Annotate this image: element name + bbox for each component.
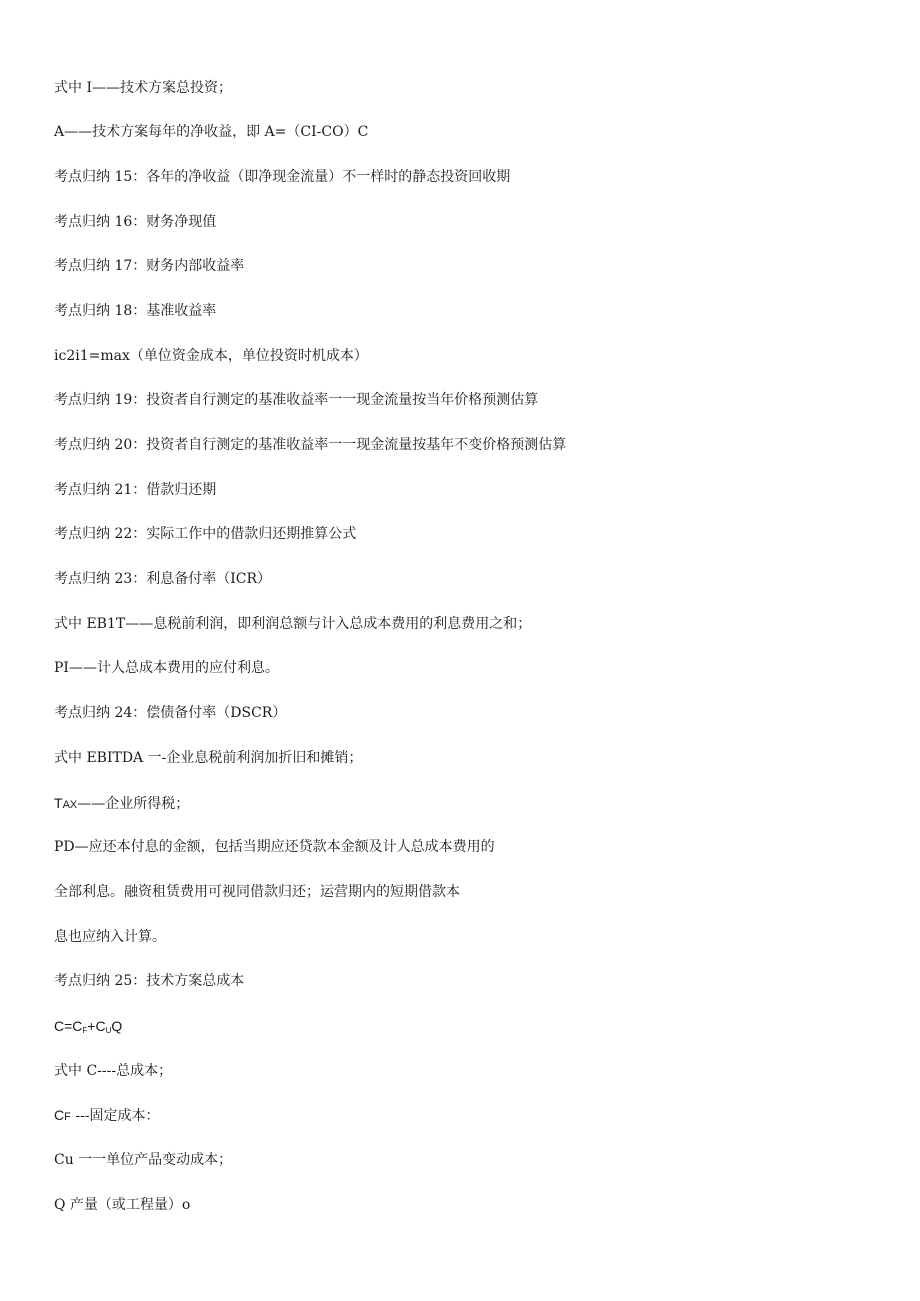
text-line: 式中 EBITDA 一-企业息税前利润加折旧和摊销； — [54, 750, 363, 766]
fixed-cost-description: ---固定成本： — [75, 1108, 160, 1124]
tax-line — [54, 793, 189, 815]
text-line: 考点归纳 21：借款归还期 — [54, 482, 217, 498]
text-line: 考点归纳 19：投资者自行测定的基准收益率一一现金流量按当年价格预测估算 — [54, 392, 539, 408]
text-line: 考点归纳 22：实际工作中的借款归还期推算公式 — [54, 526, 357, 542]
tax-description: ——企业所得税； — [77, 796, 190, 812]
text-line: ic2i1=max（单位资金成本，单位投资时机成本） — [54, 348, 368, 364]
text-line: 考点归纳 17：财务内部收益率 — [54, 258, 245, 274]
text-line: 考点归纳 15：各年的净收益（即净现金流量）不一样时的静态投资回收期 — [54, 169, 511, 185]
text-line: 考点归纳 25：技术方案总成本 — [54, 973, 245, 989]
text-line: 考点归纳 24：偿债备付率（DSCR） — [54, 705, 287, 721]
text-line: 考点归纳 23：利息备付率（ICR） — [54, 571, 272, 587]
text-line: PI——计人总成本费用的应付利息。 — [54, 660, 279, 676]
text-line: 考点归纳 20：投资者自行测定的基准收益率一一现金流量按基年不变价格预测估算 — [54, 437, 567, 453]
cf-symbol-f: F — [64, 1111, 71, 1123]
fixed-cost-line — [54, 1105, 160, 1127]
formula-part: +C — [87, 1018, 106, 1034]
formula-part: C=C — [54, 1018, 83, 1034]
tax-symbol-t: T — [54, 795, 63, 811]
text-line: Q 产量（或工程量）o — [54, 1197, 191, 1213]
text-line: 考点归纳 16：财务净现值 — [54, 214, 217, 230]
tax-symbol-ax: AX — [62, 799, 78, 811]
text-line: 全部利息。融资租赁费用可视同借款归还；运营期内的短期借款本 — [54, 884, 460, 900]
text-line: A——技术方案每年的净收益，即 A=（CI-CO）C — [54, 124, 369, 140]
text-line: 式中 EB1T——息税前利润，即利润总额与计入总成本费用的利息费用之和； — [54, 616, 532, 632]
cost-formula — [54, 1016, 122, 1041]
text-line: Cu 一一单位产品变动成本； — [54, 1152, 233, 1168]
text-line: 式中 I——技术方案总投资； — [54, 80, 232, 96]
text-line: 考点归纳 18：基准收益率 — [54, 303, 217, 319]
text-line: 式中 C----总成本； — [54, 1063, 173, 1079]
text-line: PD—应还本付息的金额，包括当期应还贷款本金额及计人总成本费用的 — [54, 839, 495, 855]
text-line: 息也应纳入计算。 — [54, 929, 166, 945]
cf-symbol-c: C — [54, 1107, 65, 1123]
formula-subscript-f: F — [82, 1026, 88, 1035]
formula-subscript-u: U — [105, 1026, 112, 1035]
formula-part: Q — [111, 1018, 123, 1034]
